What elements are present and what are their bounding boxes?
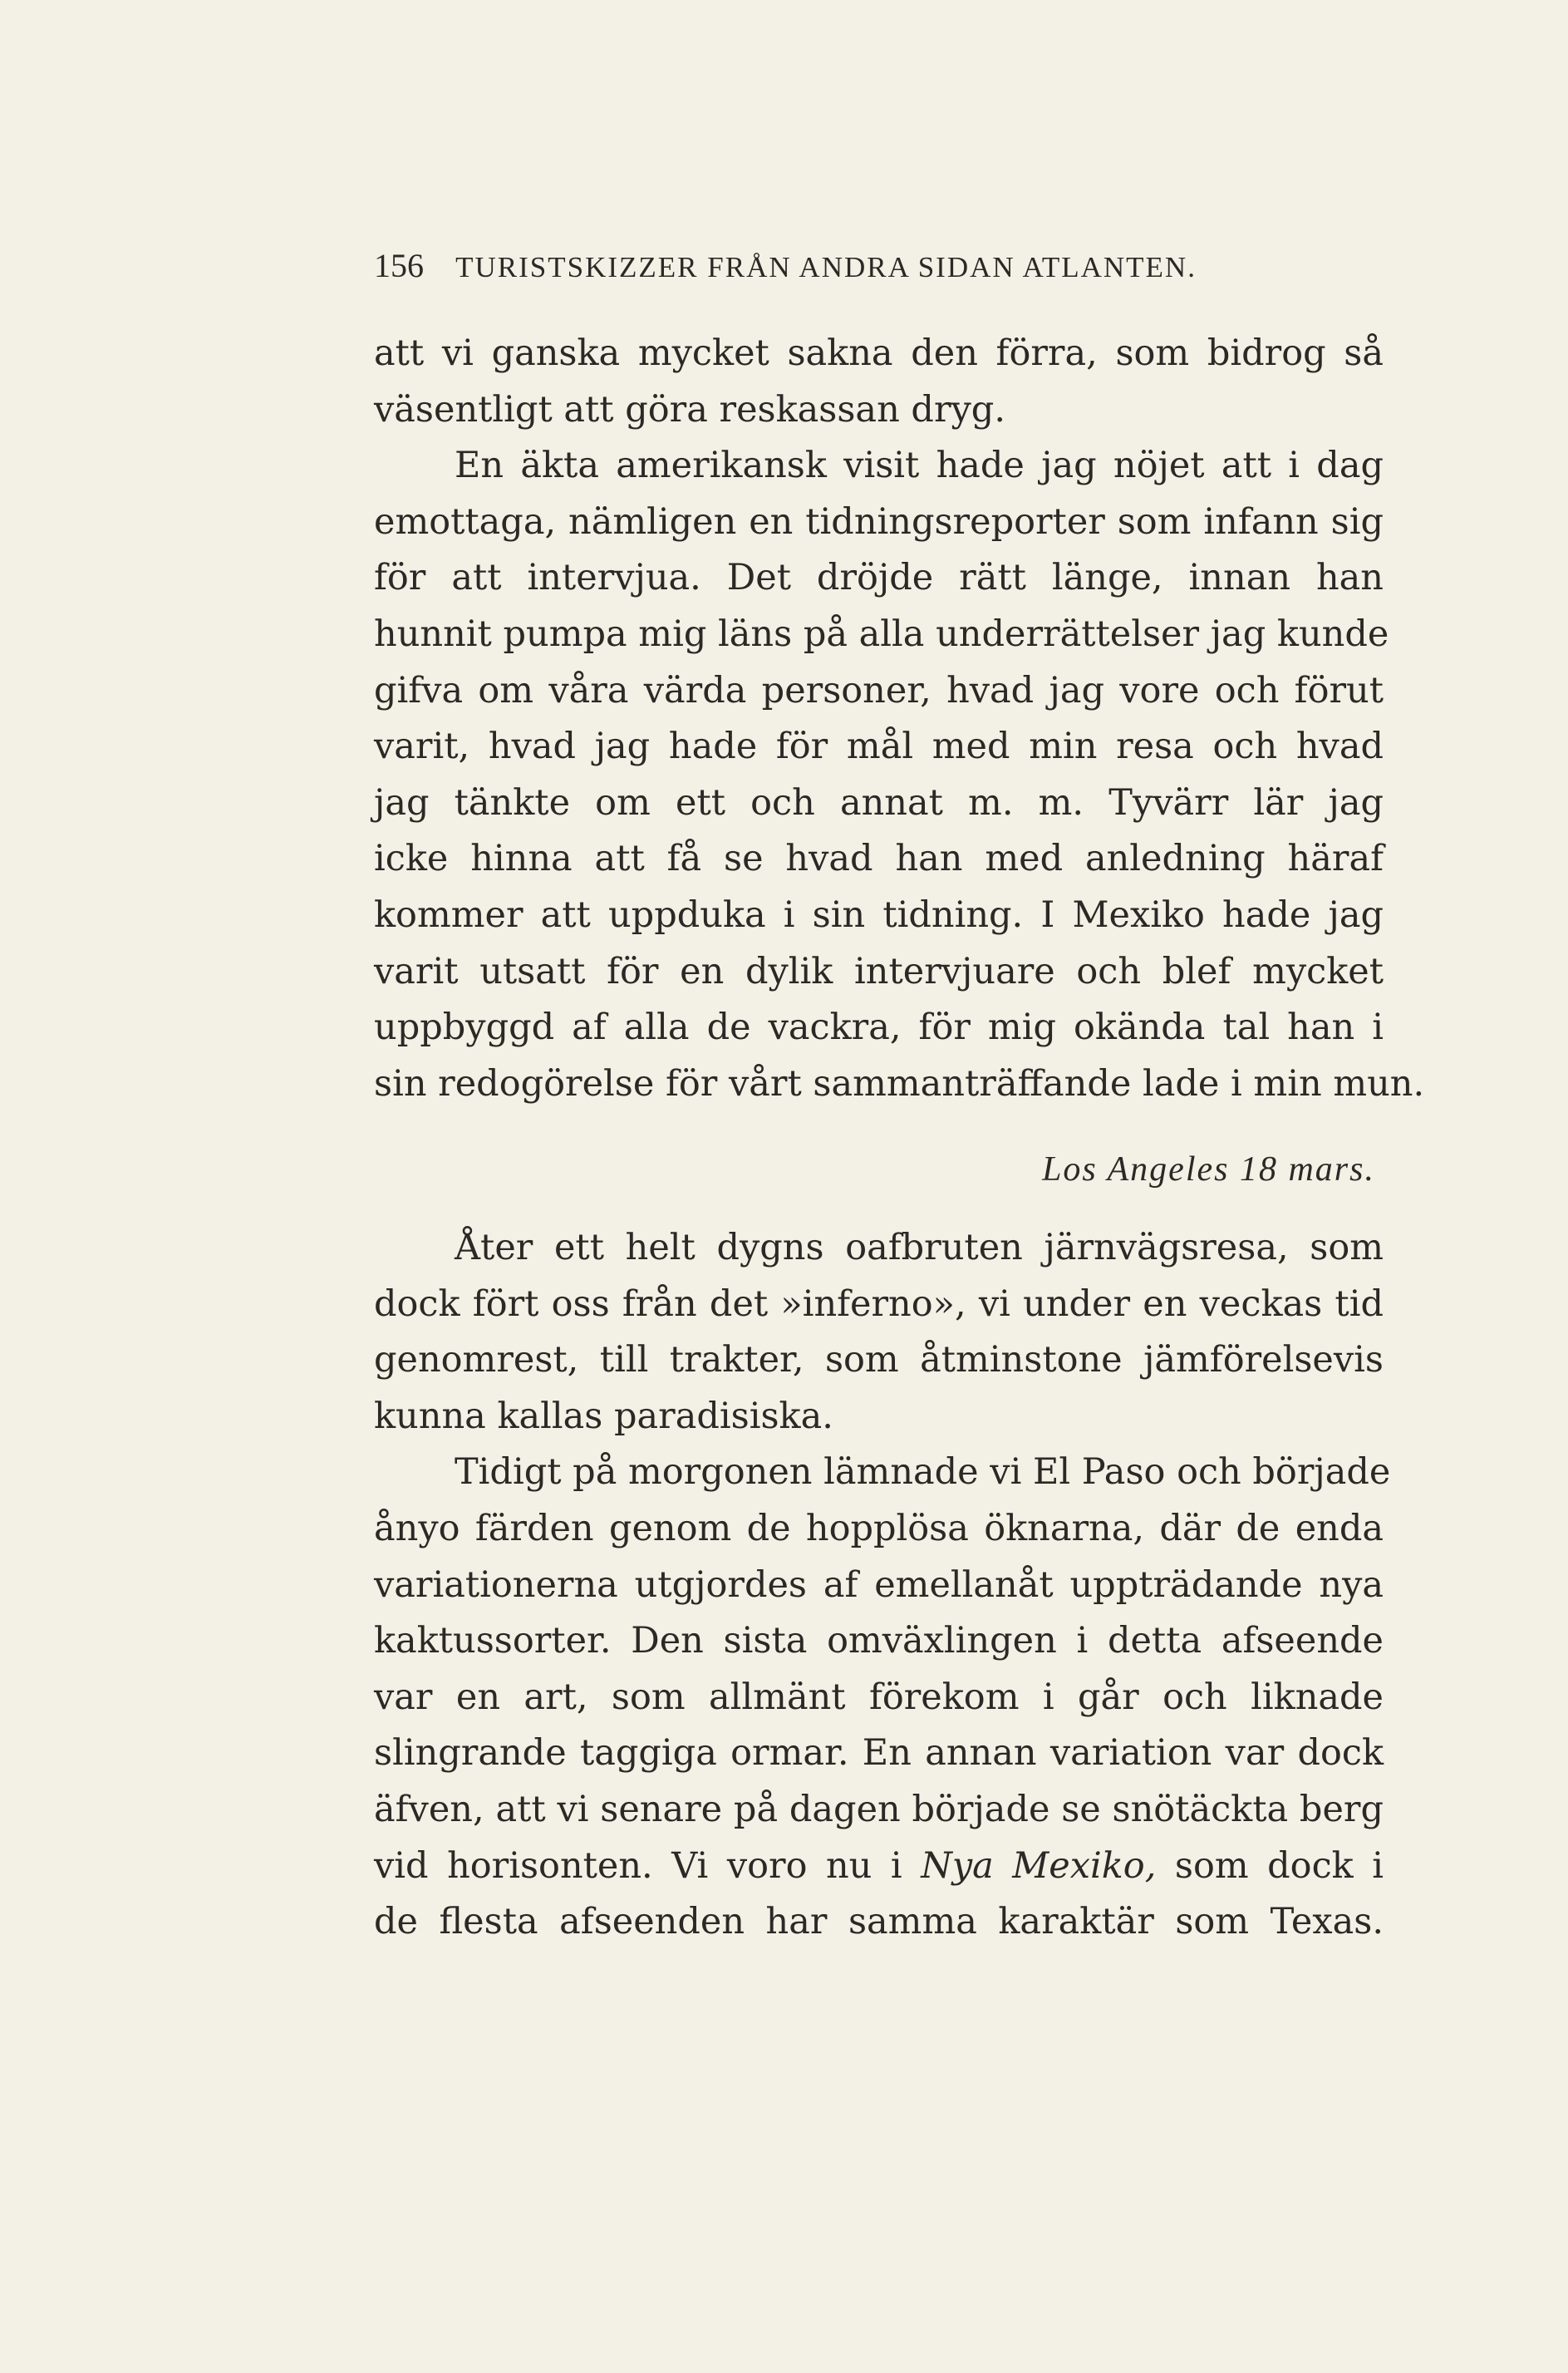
text-line: de flesta afseenden har samma karaktär som Texas.	[374, 1901, 1384, 1943]
text-line: väsentligt att göra reskassan dryg.	[374, 388, 1005, 431]
paragraph-block-1	[374, 326, 1425, 1112]
text-segment: som dock i	[1156, 1844, 1384, 1887]
text-line: att vi ganska mycket sakna den förra, som bidrog så	[374, 332, 1384, 374]
text-line: varit utsatt för en dylik intervjuare och blef mycket	[374, 950, 1384, 992]
text-line: En äkta amerikansk visit hade jag nöjet att i dag	[455, 445, 1384, 487]
text-line: ånyo färden genom de hopplösa öknarna, där de enda	[374, 1507, 1384, 1549]
text-line: emottaga, nämligen en tidningsreporter som infann sig	[374, 500, 1384, 543]
place-name-italic: Nya Mexiko,	[921, 1844, 1157, 1887]
text-line: äfven, att vi senare på dagen började se snötäckta berg	[374, 1788, 1384, 1830]
text-line: kunna kallas paradisiska.	[374, 1395, 833, 1437]
text-line: icke hinna att få se hvad han med anledning häraf	[374, 838, 1384, 880]
text-line: variationerna utgjordes af emellanåt uppträdande nya	[374, 1563, 1384, 1606]
text-line: genomrest, till trakter, som åtminstone jämförelsevis	[374, 1339, 1384, 1381]
text-line: var en art, som allmänt förekom i går och liknade	[374, 1676, 1384, 1718]
text-line: gifva om våra värda personer, hvad jag vore och förut	[374, 669, 1384, 711]
text-line: sin redogörelse för vårt sammanträffande lade i min mun.	[374, 1062, 1425, 1105]
text-line: dock fört oss från det »inferno», vi under en veckas tid	[374, 1283, 1384, 1325]
running-header	[374, 246, 1384, 285]
running-title: TURISTSKIZZER FRÅN ANDRA SIDAN ATLANTEN.	[455, 251, 1197, 283]
dateline: Los Angeles 18 mars.	[1042, 1150, 1375, 1189]
text-segment: vid horisonten. Vi voro nu i	[374, 1844, 922, 1887]
text-line: Tidigt på morgonen lämnade vi El Paso och började	[455, 1451, 1391, 1494]
paragraph-block-2	[374, 1220, 1391, 1951]
page-number: 156	[374, 247, 424, 284]
text-line: kommer att uppduka i sin tidning. I Mexiko hade jag	[374, 894, 1384, 936]
text-line: hunnit pumpa mig läns på alla underrättelser jag kunde	[374, 613, 1389, 655]
text-line-with-place	[374, 1839, 1384, 1895]
text-line: slingrande taggiga ormar. En annan variation var dock	[374, 1732, 1384, 1775]
text-line: Åter ett helt dygns oafbruten järnvägsresa, som	[455, 1227, 1384, 1268]
text-line: för att intervjua. Det dröjde rätt länge, innan han	[374, 557, 1384, 599]
text-line: uppbyggd af alla de vackra, för mig okända tal han i	[374, 1007, 1384, 1049]
text-line: jag tänkte om ett och annat m. m. Tyvärr lär jag	[374, 781, 1384, 824]
text-line: kaktussorter. Den sista omväxlingen i detta afseende	[374, 1620, 1384, 1662]
text-line: varit, hvad jag hade för mål med min resa och hvad	[374, 726, 1384, 768]
